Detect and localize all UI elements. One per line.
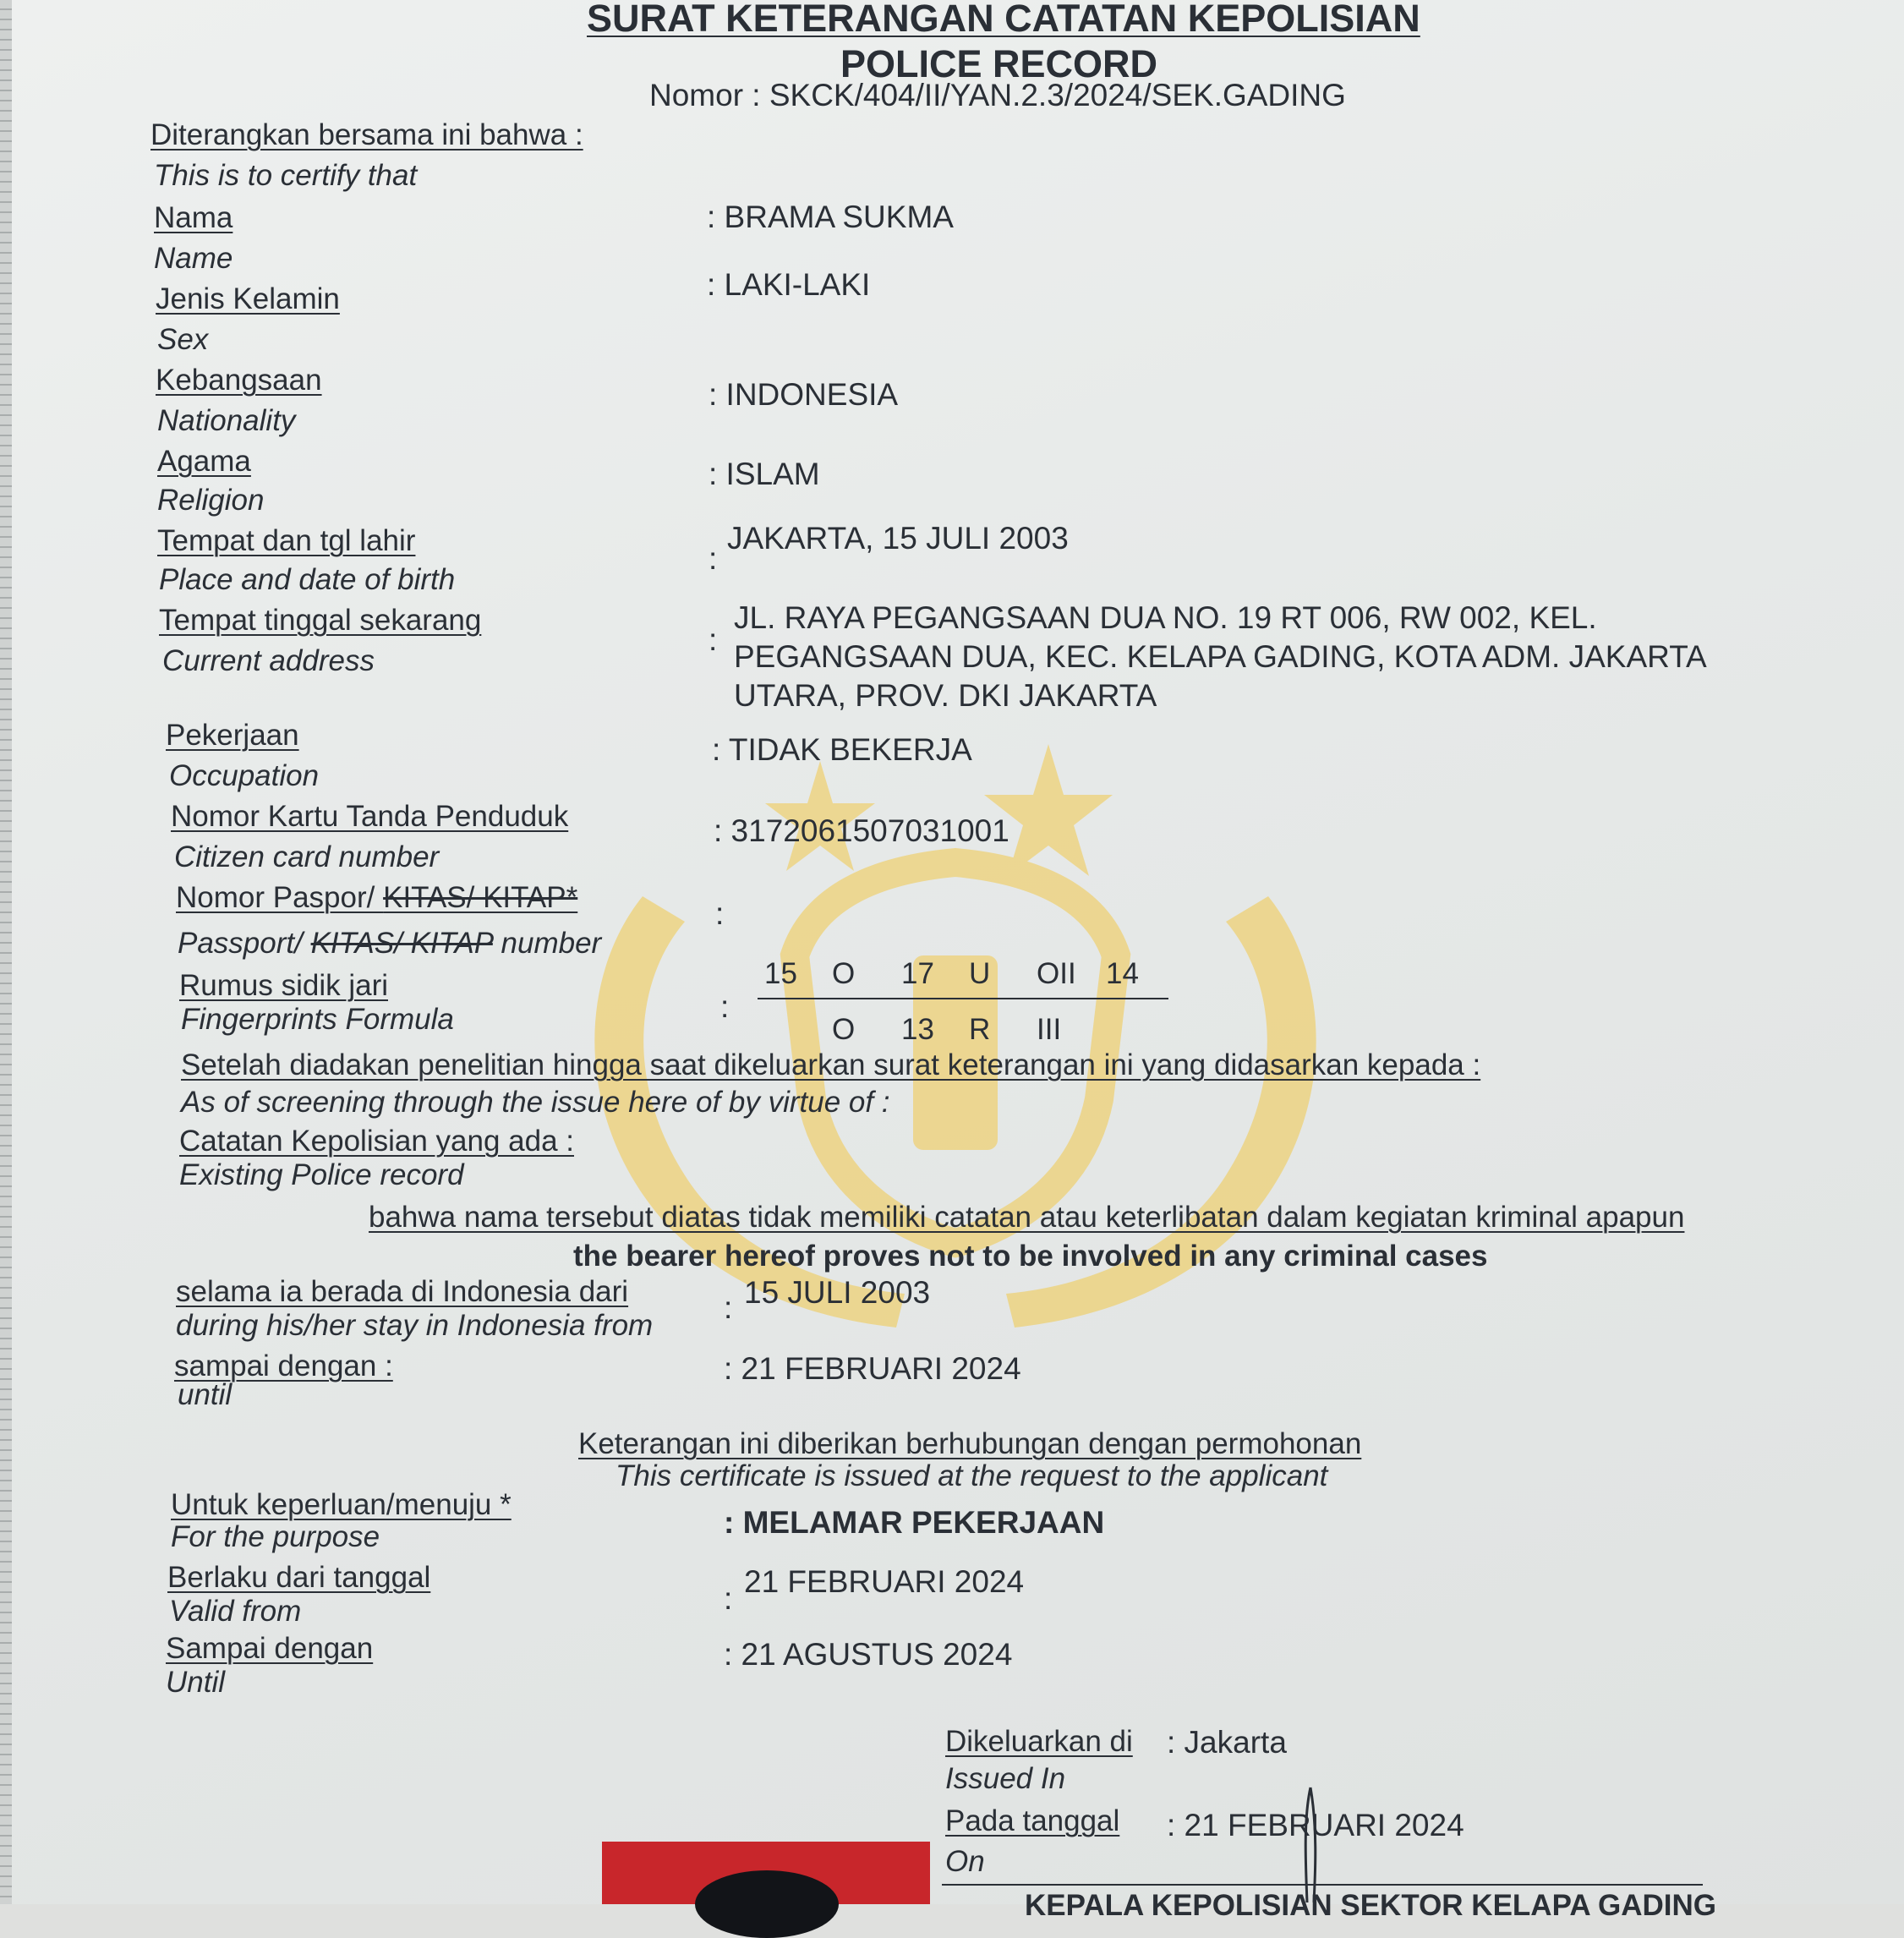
birth-label-en: Place and date of birth (159, 563, 456, 596)
religion-label: Agama (157, 445, 251, 478)
passport-value: : (715, 896, 725, 931)
valid-from-label-en: Valid from (169, 1595, 302, 1628)
statement-text-en: the bearer hereof proves not to be involved in any criminal cases (573, 1240, 1488, 1273)
address-line-3: UTARA, PROV. DKI JAKARTA (734, 678, 1157, 713)
valid-until-value: : 21 AGUSTUS 2024 (724, 1637, 1013, 1672)
id-card-label-en: Citizen card number (174, 840, 440, 873)
issued-in-label-en: Issued In (945, 1762, 1066, 1795)
issued-in-label: Dikeluarkan di (945, 1725, 1133, 1758)
fingerprint-top-3: 17 (901, 957, 934, 990)
valid-from-colon: : (724, 1581, 733, 1616)
issued-in-value: : Jakarta (1167, 1725, 1287, 1760)
name-value: : BRAMA SUKMA (707, 200, 954, 234)
fingerprint-top-5: OII (1037, 957, 1076, 990)
religion-value: : ISLAM (709, 457, 820, 491)
address-colon: : (709, 622, 718, 657)
stay-from-label-en: during his/her stay in Indonesia from (176, 1309, 654, 1342)
fingerprint-bottom-4: III (1037, 1013, 1062, 1046)
request-text: Keterangan ini diberikan berhubungan dengan permohonan (578, 1427, 1362, 1460)
intro-label: Diterangkan bersama ini bahwa : (150, 118, 583, 151)
fingerprint-divider (758, 998, 1168, 999)
fingerprint-colon: : (720, 989, 730, 1024)
occupation-label-en: Occupation (169, 759, 320, 792)
purpose-value: : MELAMAR PEKERJAAN (724, 1505, 1105, 1540)
request-text-en: This certificate is issued at the request to the applicant (616, 1459, 1328, 1492)
birth-label: Tempat dan tgl lahir (157, 524, 416, 557)
valid-from-value: 21 FEBRUARI 2024 (744, 1564, 1025, 1599)
applicant-photo-head (695, 1870, 839, 1938)
sex-label: Jenis Kelamin (156, 282, 340, 315)
passport-label-en: Passport/ KITAS/ KITAP number (178, 927, 602, 960)
fingerprint-bottom-1: O (832, 1013, 856, 1046)
name-label: Nama (154, 201, 233, 234)
binder-edge (0, 0, 12, 1904)
fingerprint-bottom-2: 13 (901, 1013, 934, 1046)
valid-until-label: Sampai dengan (166, 1632, 374, 1665)
record-label-en: Existing Police record (179, 1158, 464, 1191)
id-card-value: : 3172061507031001 (714, 813, 1009, 848)
fingerprint-top-4: U (969, 957, 991, 990)
religion-label-en: Religion (157, 484, 265, 517)
purpose-label: Untuk keperluan/menuju * (171, 1488, 512, 1521)
document-number: Nomor : SKCK/404/II/YAN.2.3/2024/SEK.GADING (649, 78, 1346, 112)
statement-text: bahwa nama tersebut diatas tidak memiliki catatan atau keterlibatan dalam kegiatan kriminal apapun (369, 1201, 1685, 1234)
fingerprint-top-6: 14 (1106, 957, 1139, 990)
fingerprint-top-1: 15 (764, 957, 797, 990)
stay-until-label-en: until (178, 1378, 233, 1411)
id-card-label: Nomor Kartu Tanda Penduduk (171, 800, 569, 833)
occupation-label: Pekerjaan (166, 719, 299, 752)
birth-value: JAKARTA, 15 JULI 2003 (727, 521, 1069, 556)
stay-from-colon: : (724, 1290, 733, 1325)
passport-label: Nomor Paspor/ KITAS/ KITAP* (176, 881, 578, 914)
screening-text: Setelah diadakan penelitian hingga saat dikeluarkan surat keterangan ini yang didasarkan kepada : (181, 1048, 1481, 1081)
nationality-value: : INDONESIA (709, 377, 899, 412)
valid-until-label-en: Until (166, 1666, 226, 1699)
stay-until-value: : 21 FEBRUARI 2024 (724, 1351, 1021, 1386)
nationality-label-en: Nationality (157, 404, 296, 437)
issued-on-value: : 21 FEBRUARI 2024 (1167, 1808, 1464, 1842)
birth-colon: : (709, 541, 718, 576)
stay-from-label: selama ia berada di Indonesia dari (176, 1275, 629, 1308)
address-label-en: Current address (162, 644, 375, 677)
fingerprint-top-2: O (832, 957, 856, 990)
sex-value: : LAKI-LAKI (707, 267, 871, 302)
fingerprint-label-en: Fingerprints Formula (181, 1003, 454, 1036)
address-line-2: PEGANGSAAN DUA, KEC. KELAPA GADING, KOTA ADM. JAKARTA (734, 639, 1707, 674)
document-title: SURAT KETERANGAN CATATAN KEPOLISIAN (587, 0, 1420, 40)
sex-label-en: Sex (157, 323, 209, 356)
stay-from-value: 15 JULI 2003 (744, 1275, 931, 1310)
valid-from-label: Berlaku dari tanggal (167, 1561, 431, 1594)
purpose-label-en: For the purpose (171, 1520, 380, 1553)
footer-title-partial: KEPALA KEPOLISIAN SEKTOR KELAPA GADING (1025, 1889, 1717, 1922)
issued-on-label-en: On (945, 1845, 985, 1878)
fingerprint-label: Rumus sidik jari (179, 969, 388, 1002)
nationality-label: Kebangsaan (156, 364, 322, 397)
name-label-en: Name (154, 242, 233, 275)
address-label: Tempat tinggal sekarang (159, 604, 482, 637)
intro-label-en: This is to certify that (154, 159, 418, 192)
signature-mark (1285, 1784, 1336, 1904)
record-label: Catatan Kepolisian yang ada : (179, 1125, 574, 1158)
issued-on-label: Pada tanggal (945, 1804, 1120, 1837)
screening-text-en: As of screening through the issue here of by virtue of : (181, 1086, 890, 1119)
occupation-value: : TIDAK BEKERJA (712, 732, 972, 767)
fingerprint-bottom-3: R (969, 1013, 991, 1046)
document-subtitle: POLICE RECORD (840, 42, 1158, 85)
stay-until-label: sampai dengan : (174, 1349, 393, 1382)
address-line-1: JL. RAYA PEGANGSAAN DUA NO. 19 RT 006, RW 002, KEL. (734, 600, 1597, 635)
